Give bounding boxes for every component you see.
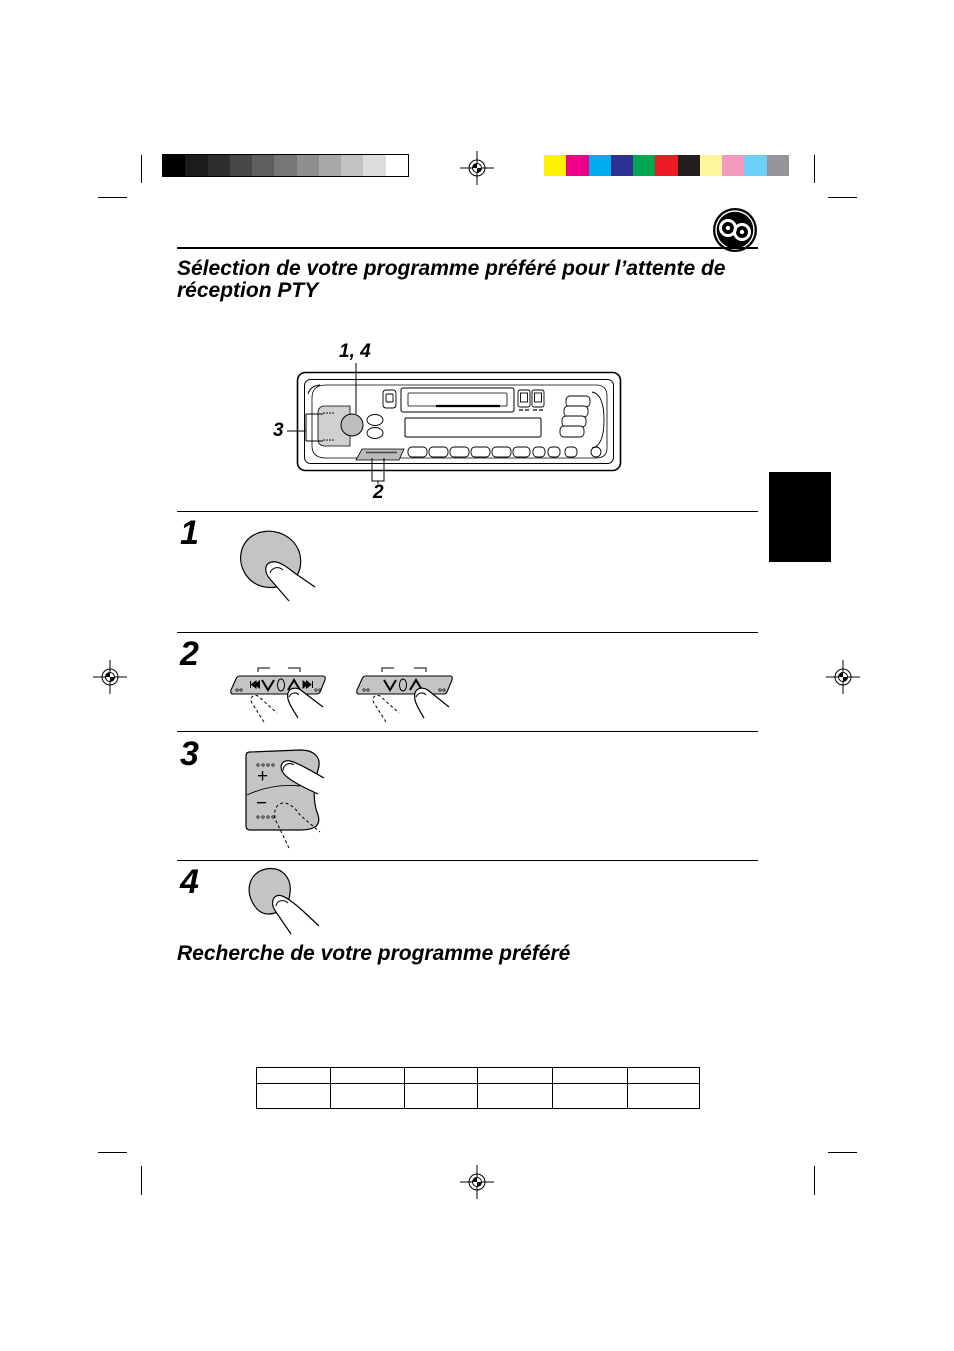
table-cell <box>628 1084 700 1109</box>
section-subheading: Recherche de votre programme préféré <box>177 942 571 965</box>
crop-mark <box>98 197 127 198</box>
color-patch <box>744 155 766 176</box>
gray-patch <box>163 155 185 176</box>
step-divider <box>177 731 758 732</box>
table-row <box>257 1084 700 1109</box>
registration-mark-icon <box>826 660 860 694</box>
table-cell <box>628 1068 700 1084</box>
color-patch <box>611 155 633 176</box>
gray-patch <box>185 155 207 176</box>
color-patch <box>589 155 611 176</box>
color-calibration-bar <box>544 155 789 176</box>
gray-patch <box>319 155 341 176</box>
color-patch <box>544 155 566 176</box>
gray-patch <box>297 155 319 176</box>
table-cell <box>405 1068 478 1084</box>
alternate-finger <box>251 695 277 722</box>
preset-up-down-illustration <box>351 664 455 724</box>
finger-press-icon <box>244 862 324 938</box>
car-radio-diagram <box>280 360 630 490</box>
crop-mark <box>814 1166 815 1195</box>
crop-mark <box>828 197 857 198</box>
callout-label-left: 3 <box>273 420 284 441</box>
gray-patch <box>208 155 230 176</box>
crop-mark <box>141 1166 142 1195</box>
section-tab <box>769 472 831 562</box>
registration-mark-icon <box>93 660 127 694</box>
finger-press-icon <box>232 525 324 607</box>
step-number: 1 <box>180 514 199 552</box>
table-cell <box>478 1068 553 1084</box>
color-patch <box>722 155 744 176</box>
minus-sign: − <box>256 793 268 814</box>
page-title-line-2: réception PTY <box>177 279 319 302</box>
plus-sign: + <box>257 766 269 787</box>
pty-table <box>256 1067 700 1109</box>
registration-mark-icon <box>460 151 494 185</box>
preset-buttons <box>408 447 601 457</box>
color-patch <box>655 155 677 176</box>
color-patch <box>678 155 700 176</box>
step-divider <box>177 860 758 861</box>
seek-buttons-illustration <box>226 664 330 724</box>
table-cell <box>331 1068 405 1084</box>
crop-mark <box>828 1152 857 1153</box>
step-number: 4 <box>180 863 199 901</box>
gray-patch <box>274 155 296 176</box>
gray-patch <box>341 155 363 176</box>
table-cell <box>331 1084 405 1109</box>
table-row <box>257 1068 700 1084</box>
color-patch <box>566 155 588 176</box>
callout-label-top: 1, 4 <box>339 341 371 362</box>
table-cell <box>478 1084 553 1109</box>
header-rule <box>177 247 758 249</box>
step-divider <box>177 632 758 633</box>
gray-patch <box>386 155 408 176</box>
crop-mark <box>98 1152 127 1153</box>
step-divider <box>177 511 758 512</box>
step-number: 2 <box>180 635 199 673</box>
registration-mark-icon <box>460 1165 494 1199</box>
color-patch <box>700 155 722 176</box>
table-cell <box>257 1068 331 1084</box>
table-cell <box>553 1084 628 1109</box>
grayscale-calibration-bar <box>163 155 408 176</box>
callout-label-bottom: 2 <box>373 482 384 503</box>
alternate-finger <box>373 695 399 722</box>
step-number: 3 <box>180 735 199 773</box>
table-cell <box>405 1084 478 1109</box>
page-title-line-1: Sélection de votre programme préféré pour l’attente de <box>177 257 726 280</box>
gray-patch <box>252 155 274 176</box>
color-patch <box>633 155 655 176</box>
gray-patch <box>363 155 385 176</box>
table-cell <box>553 1068 628 1084</box>
seek-buttons <box>356 449 404 460</box>
table-cell <box>257 1084 331 1109</box>
crop-mark <box>814 155 815 183</box>
color-patch <box>767 155 789 176</box>
pty-select-control-illustration <box>242 745 328 851</box>
page-title <box>177 258 725 302</box>
crop-mark <box>141 155 142 183</box>
gray-patch <box>230 155 252 176</box>
